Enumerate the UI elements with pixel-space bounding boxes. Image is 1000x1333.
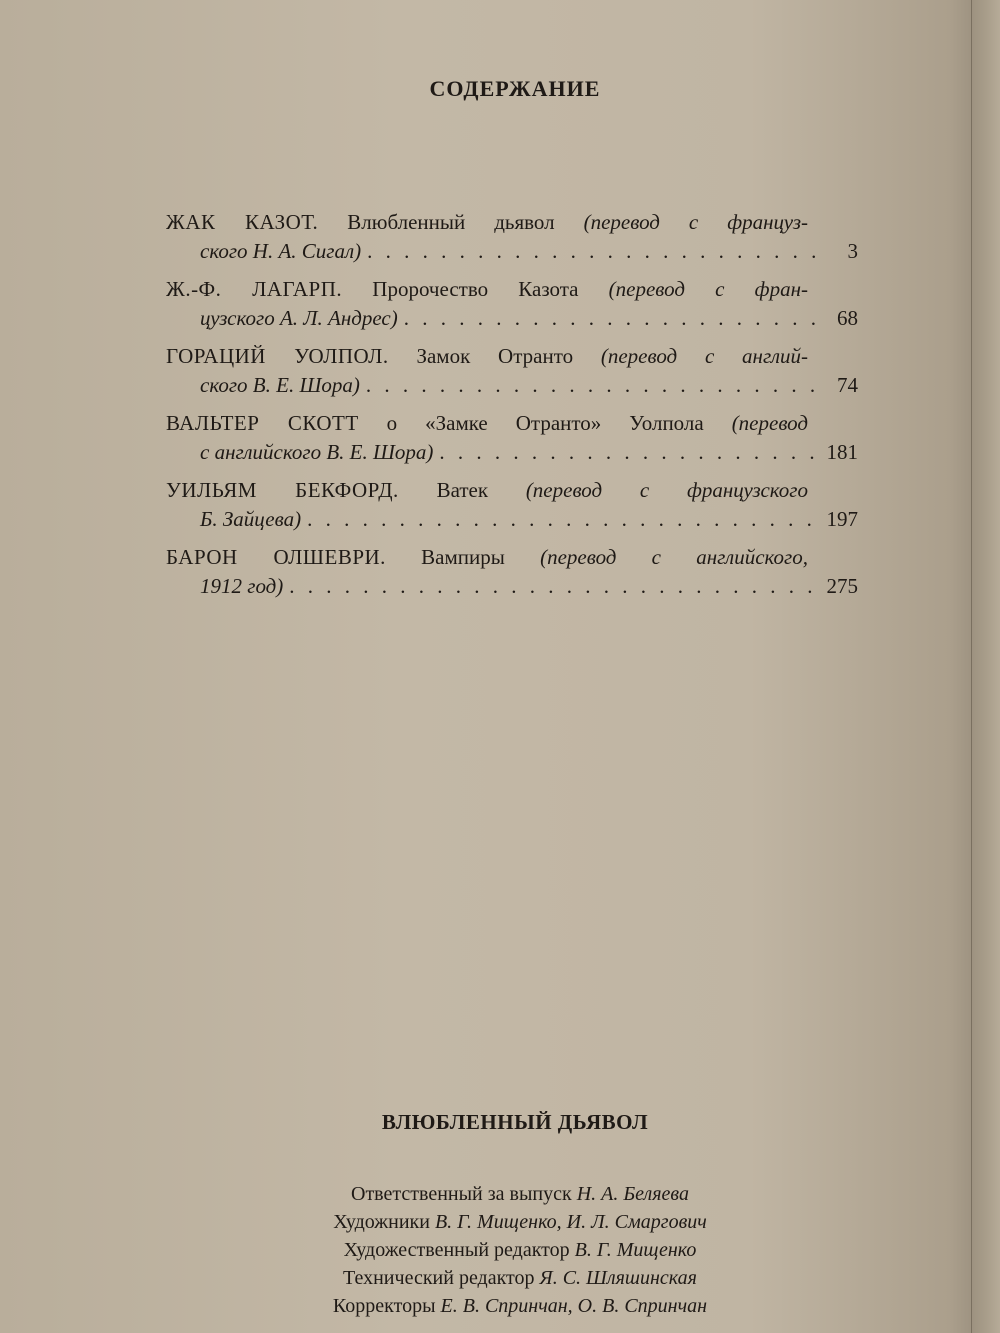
toc-entry <box>166 208 866 266</box>
toc-note: ского В. Е. Шора) <box>200 373 360 397</box>
toc-page-number: 197 <box>826 507 858 531</box>
toc-note: (перевод с француз- <box>583 210 808 234</box>
toc-work: Влюбленный дьявол <box>347 210 555 234</box>
toc-author: УИЛЬЯМ БЕКФОРД. <box>166 478 399 502</box>
toc-entry <box>166 275 866 333</box>
toc-note: с английского В. Е. Шора) <box>200 440 434 464</box>
toc-note: 1912 год) <box>200 574 284 598</box>
toc-work: Вампиры <box>421 545 505 569</box>
toc-page-number: 3 <box>847 239 858 263</box>
credit-names: Н. А. Беляева <box>576 1183 689 1205</box>
contents-heading: СОДЕРЖАНИЕ <box>429 76 601 101</box>
credit-role: Художники <box>333 1211 430 1233</box>
toc-page-number: 74 <box>837 373 858 397</box>
toc-note: (перевод с фран- <box>608 277 808 301</box>
toc-work: Ватек <box>436 478 489 502</box>
toc-note: цузского А. Л. Андрес) <box>200 306 398 330</box>
leader-dots <box>307 505 820 534</box>
credit-names: Я. С. Шляшинская <box>539 1267 697 1289</box>
credit-line <box>0 1292 1000 1320</box>
credit-names: В. Г. Мищенко, И. Л. Смаргович <box>434 1211 707 1233</box>
toc-entry <box>166 476 866 534</box>
leader-dots <box>289 572 820 601</box>
table-of-contents <box>166 208 866 610</box>
toc-author: БАРОН ОЛШЕВРИ. <box>166 545 386 569</box>
toc-note: Б. Зайцева) <box>200 507 302 531</box>
leader-dots <box>367 237 822 266</box>
credit-line <box>0 1264 1000 1292</box>
toc-page-number: 68 <box>837 306 858 330</box>
toc-page-number: 275 <box>826 574 858 598</box>
toc-note: (перевод с английского, <box>540 545 808 569</box>
credit-role: Технический редактор <box>343 1267 535 1289</box>
colophon-credits <box>0 1180 1000 1320</box>
leader-dots <box>366 371 822 400</box>
credit-names: В. Г. Мищенко <box>574 1239 697 1261</box>
toc-work: Замок Отранто <box>416 344 574 368</box>
leader-dots <box>439 438 820 467</box>
credit-names: Е. В. Спринчан, О. В. Спринчан <box>440 1295 708 1317</box>
toc-author: Ж.-Ф. ЛАГАРП. <box>166 277 343 301</box>
toc-author: ЖАК КАЗОТ. <box>166 210 319 234</box>
toc-author: ВАЛЬТЕР СКОТТ <box>166 411 359 435</box>
credit-role: Художественный редактор <box>343 1239 570 1261</box>
credit-role: Корректоры <box>332 1295 436 1317</box>
toc-entry <box>166 409 866 467</box>
credit-line <box>0 1180 1000 1208</box>
toc-work: о «Замке Отранто» Уолпола <box>386 411 704 435</box>
leader-dots <box>404 304 822 333</box>
credit-line <box>0 1236 1000 1264</box>
toc-author: ГОРАЦИЙ УОЛПОЛ. <box>166 344 389 368</box>
colophon-title: ВЛЮБЛЕННЫЙ ДЬЯВОЛ <box>381 1110 649 1134</box>
toc-note: (перевод с французского <box>525 478 808 502</box>
toc-note: (перевод <box>731 411 809 435</box>
credit-line <box>0 1208 1000 1236</box>
toc-entry <box>166 543 866 601</box>
toc-entry <box>166 342 866 400</box>
toc-note: (перевод с англий- <box>600 344 809 368</box>
credit-role: Ответственный за выпуск <box>351 1183 572 1205</box>
toc-work: Пророчество Казота <box>372 277 579 301</box>
toc-page-number: 181 <box>826 440 858 464</box>
toc-note: ского Н. А. Сигал) <box>200 239 362 263</box>
